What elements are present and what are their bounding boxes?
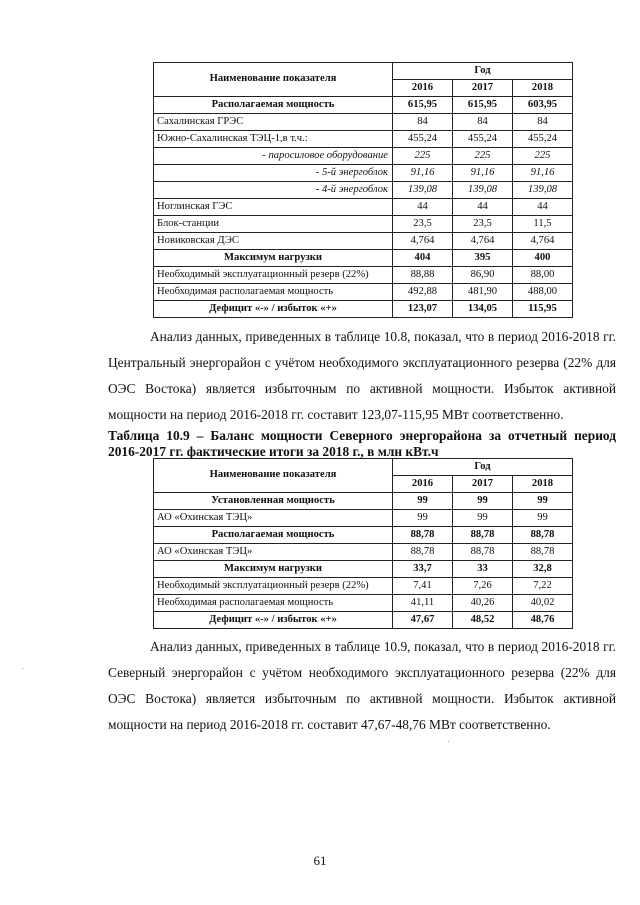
cell-value: 481,90 (453, 284, 513, 301)
cell-value: 99 (513, 510, 573, 527)
cell-value: 4,764 (453, 233, 513, 250)
row-label: Необходимый эксплуатационный резерв (22%) (154, 267, 393, 284)
row-label: Установленная мощность (154, 493, 393, 510)
row-label: АО «Охинская ТЭЦ» (154, 510, 393, 527)
cell-value: 123,07 (393, 301, 453, 318)
table-row (154, 233, 573, 250)
cell-value: 47,67 (393, 612, 453, 629)
header-name: Наименование показателя (154, 63, 393, 97)
cell-value: 139,08 (453, 182, 513, 199)
page-number: 61 (313, 853, 327, 868)
cell-value: 88,78 (453, 544, 513, 561)
cell-value: 40,26 (453, 595, 513, 612)
cell-value: 225 (393, 148, 453, 165)
row-label: Сахалинская ГРЭС (154, 114, 393, 131)
cell-value: 139,08 (393, 182, 453, 199)
row-label: Необходимая располагаемая мощность (154, 595, 393, 612)
table-row (154, 527, 573, 544)
row-label: Южно-Сахалинская ТЭЦ-1,в т.ч.: (154, 131, 393, 148)
cell-value: 7,22 (513, 578, 573, 595)
scan-speck (448, 741, 449, 742)
cell-value: 455,24 (393, 131, 453, 148)
table-row (154, 148, 573, 165)
table-row (154, 612, 573, 629)
cell-value: 91,16 (513, 165, 573, 182)
cell-value: 23,5 (393, 216, 453, 233)
row-label: Необходимая располагаемая мощность (154, 284, 393, 301)
cell-value: 139,08 (513, 182, 573, 199)
table-row (154, 578, 573, 595)
cell-value: 134,05 (453, 301, 513, 318)
row-label: Блок-станции (154, 216, 393, 233)
analysis-paragraph-1 (108, 324, 616, 428)
header-year-2018: 2018 (513, 80, 573, 97)
row-label: Располагаемая мощность (154, 97, 393, 114)
table-row (154, 301, 573, 318)
cell-value: 395 (453, 250, 513, 267)
cell-value: 48,52 (453, 612, 513, 629)
cell-value: 4,764 (393, 233, 453, 250)
row-label: Ноглинская ГЭС (154, 199, 393, 216)
header-name: Наименование показателя (154, 459, 393, 493)
cell-value: 7,41 (393, 578, 453, 595)
header-year-2018: 2018 (513, 476, 573, 493)
cell-value: 488,00 (513, 284, 573, 301)
analysis-paragraph-2 (108, 634, 616, 738)
cell-value: 11,5 (513, 216, 573, 233)
table-row (154, 284, 573, 301)
header-year-2016: 2016 (393, 80, 453, 97)
table-row (154, 165, 573, 182)
table-row (154, 493, 573, 510)
cell-value: 404 (393, 250, 453, 267)
cell-value: 91,16 (393, 165, 453, 182)
cell-value: 4,764 (513, 233, 573, 250)
cell-value: 33,7 (393, 561, 453, 578)
paragraph-text: Анализ данных, приведенных в таблице 10.9, показал, что в период 2016-2018 гг. Северный энергорайон с учётом необходимого эксплуатационного резерва (22% для ОЭС Востока) является избыточным по активной мощности. Избыток активной мощности на период 2016-2018 гг. составит 47,67-48,76 МВт соответственно. (108, 639, 616, 732)
table-row (154, 199, 573, 216)
cell-value: 91,16 (453, 165, 513, 182)
row-label: Дефицит «-» / избыток «+» (154, 301, 393, 318)
cell-value: 86,90 (453, 267, 513, 284)
cell-value: 225 (453, 148, 513, 165)
header-year-2016: 2016 (393, 476, 453, 493)
cell-value: 84 (393, 114, 453, 131)
row-label: Максимум нагрузки (154, 250, 393, 267)
row-label: - 4-й энергоблок (154, 182, 393, 199)
cell-value: 41,11 (393, 595, 453, 612)
row-label: АО «Охинская ТЭЦ» (154, 544, 393, 561)
cell-value: 7,26 (453, 578, 513, 595)
cell-value: 40,02 (513, 595, 573, 612)
table-row (154, 250, 573, 267)
cell-value: 88,78 (393, 527, 453, 544)
row-label: Дефицит «-» / избыток «+» (154, 612, 393, 629)
cell-value: 225 (513, 148, 573, 165)
table-row (154, 182, 573, 199)
cell-value: 88,88 (393, 267, 453, 284)
header-year: Год (393, 459, 573, 476)
table-row (154, 595, 573, 612)
header-year-2017: 2017 (453, 476, 513, 493)
cell-value: 492,88 (393, 284, 453, 301)
table-row (154, 544, 573, 561)
row-label: Располагаемая мощность (154, 527, 393, 544)
cell-value: 99 (393, 493, 453, 510)
header-year-2017: 2017 (453, 80, 513, 97)
cell-value: 88,78 (513, 544, 573, 561)
table-row (154, 510, 573, 527)
table-row (154, 97, 573, 114)
table-10-9-caption: Таблица 10.9 – Баланс мощности Северного энергорайона за отчетный период 2016-2017 гг. фактические итоги за 2018 г., в млн кВт.ч (108, 428, 616, 459)
cell-value: 88,78 (393, 544, 453, 561)
cell-value: 32,8 (513, 561, 573, 578)
cell-value: 455,24 (513, 131, 573, 148)
table-row (154, 267, 573, 284)
cell-value: 88,00 (513, 267, 573, 284)
cell-value: 44 (453, 199, 513, 216)
cell-value: 615,95 (453, 97, 513, 114)
cell-value: 48,76 (513, 612, 573, 629)
cell-value: 23,5 (453, 216, 513, 233)
cell-value: 99 (453, 510, 513, 527)
cell-value: 84 (513, 114, 573, 131)
table-row (154, 131, 573, 148)
cell-value: 99 (453, 493, 513, 510)
cell-value: 615,95 (393, 97, 453, 114)
cell-value: 400 (513, 250, 573, 267)
cell-value: 88,78 (513, 527, 573, 544)
row-label: - 5-й энергоблок (154, 165, 393, 182)
cell-value: 115,95 (513, 301, 573, 318)
row-label: Необходимый эксплуатационный резерв (22%) (154, 578, 393, 595)
row-label: - паросиловое оборудование (154, 148, 393, 165)
cell-value: 44 (513, 199, 573, 216)
cell-value: 99 (393, 510, 453, 527)
paragraph-text: Анализ данных, приведенных в таблице 10.8, показал, что в период 2016-2018 гг. Центральный энергорайон с учётом необходимого эксплуатационного резерва (22% для ОЭС Востока) является избыточным по активной мощности. Избыток активной мощности на период 2016-2018 гг. составит 123,07-115,95 МВт соответственно. (108, 329, 616, 422)
table-10-9 (153, 458, 573, 629)
cell-value: 84 (453, 114, 513, 131)
cell-value: 99 (513, 493, 573, 510)
table-row (154, 561, 573, 578)
scan-speck (22, 668, 23, 669)
table-10-8 (153, 62, 573, 318)
cell-value: 33 (453, 561, 513, 578)
row-label: Новиковская ДЭС (154, 233, 393, 250)
cell-value: 44 (393, 199, 453, 216)
cell-value: 88,78 (453, 527, 513, 544)
row-label: Максимум нагрузки (154, 561, 393, 578)
table-row (154, 216, 573, 233)
cell-value: 455,24 (453, 131, 513, 148)
table-row (154, 114, 573, 131)
cell-value: 603,95 (513, 97, 573, 114)
header-year: Год (393, 63, 573, 80)
